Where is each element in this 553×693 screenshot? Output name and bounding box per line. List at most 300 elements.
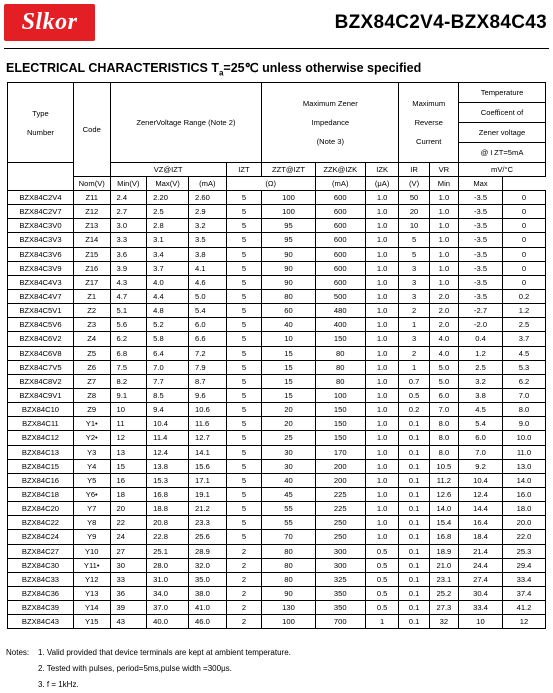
cell-code: Z6 <box>73 360 110 374</box>
cell-izk: 1.0 <box>365 445 399 459</box>
cell-tmin: -3.5 <box>459 261 503 275</box>
cell-nom: 3.9 <box>110 261 147 275</box>
header-temp-l1: Temperature <box>459 83 546 103</box>
cell-zzk: 80 <box>315 360 365 374</box>
cell-ir: 0.1 <box>399 459 429 473</box>
cell-code: Y9 <box>73 530 110 544</box>
cell-ir: 20 <box>399 205 429 219</box>
cell-tmin: 21.4 <box>459 544 503 558</box>
cell-type: BZX84C27 <box>8 544 74 558</box>
cell-zzk: 200 <box>315 473 365 487</box>
cell-tmin: 10 <box>459 615 503 629</box>
cell-type: BZX84C6V8 <box>8 346 74 360</box>
cell-max: 41.0 <box>189 601 227 615</box>
header-ua: (μA) <box>365 177 399 191</box>
cell-code: Y4 <box>73 459 110 473</box>
cell-ir: 0.1 <box>399 530 429 544</box>
cell-nom: 6.2 <box>110 332 147 346</box>
cell-zzt: 100 <box>262 615 315 629</box>
cell-vr: 16.8 <box>429 530 458 544</box>
cell-tmin: -3.5 <box>459 289 503 303</box>
cell-izt: 5 <box>226 487 262 501</box>
cell-max: 11.6 <box>189 417 227 431</box>
cell-tmin: 16.4 <box>459 516 503 530</box>
cell-max: 12.7 <box>189 431 227 445</box>
note-2: 2. Tested with pulses, period=5ms,pulse width =300μs. <box>38 664 232 673</box>
cell-ir: 0.1 <box>399 473 429 487</box>
cell-ir: 0.1 <box>399 417 429 431</box>
cell-tmax: 0 <box>503 247 546 261</box>
cell-vr: 5.0 <box>429 374 458 388</box>
cell-zzk: 600 <box>315 275 365 289</box>
cell-tmax: 3.7 <box>503 332 546 346</box>
cell-zzt: 80 <box>262 544 315 558</box>
cell-vr: 32 <box>429 615 458 629</box>
cell-code: Z12 <box>73 205 110 219</box>
cell-min: 6.4 <box>147 346 189 360</box>
cell-vr: 6.0 <box>429 388 458 402</box>
cell-code: Y14 <box>73 601 110 615</box>
cell-code: Y15 <box>73 615 110 629</box>
cell-zzt: 90 <box>262 247 315 261</box>
cell-izk: 1.0 <box>365 502 399 516</box>
cell-izk: 0.5 <box>365 558 399 572</box>
cell-tmax: 10.0 <box>503 431 546 445</box>
cell-vr: 1.0 <box>429 275 458 289</box>
cell-min: 9.4 <box>147 403 189 417</box>
cell-ir: 0.1 <box>399 615 429 629</box>
cell-izk: 1.0 <box>365 417 399 431</box>
cell-izt: 5 <box>226 445 262 459</box>
header-rev-l3: Current <box>416 137 442 146</box>
cell-tmin: 14.4 <box>459 502 503 516</box>
cell-izt: 5 <box>226 459 262 473</box>
cell-tmin: 9.2 <box>459 459 503 473</box>
cell-min: 4.4 <box>147 289 189 303</box>
cell-tmax: 37.4 <box>503 586 546 600</box>
cell-vr: 2.0 <box>429 318 458 332</box>
cell-min: 3.1 <box>147 233 189 247</box>
cell-tmax: 14.0 <box>503 473 546 487</box>
cell-max: 32.0 <box>189 558 227 572</box>
cell-zzk: 150 <box>315 431 365 445</box>
table-row <box>8 473 546 487</box>
cell-izt: 5 <box>226 205 262 219</box>
cell-tmax: 12 <box>503 615 546 629</box>
cell-type: BZX84C33 <box>8 572 74 586</box>
cell-max: 3.8 <box>189 247 227 261</box>
cell-type: BZX84C8V2 <box>8 374 74 388</box>
cell-ir: 0.7 <box>399 374 429 388</box>
cell-izt: 5 <box>226 417 262 431</box>
cell-tmax: 41.2 <box>503 601 546 615</box>
cell-tmin: 10.4 <box>459 473 503 487</box>
cell-type: BZX84C2V4 <box>8 191 74 205</box>
cell-izk: 1.0 <box>365 247 399 261</box>
cell-nom: 30 <box>110 558 147 572</box>
cell-type: BZX84C12 <box>8 431 74 445</box>
cell-izt: 2 <box>226 586 262 600</box>
cell-izk: 1.0 <box>365 233 399 247</box>
cell-type: BZX84C7V5 <box>8 360 74 374</box>
cell-vr: 7.0 <box>429 403 458 417</box>
cell-vr: 1.0 <box>429 247 458 261</box>
cell-vr: 27.3 <box>429 601 458 615</box>
cell-code: Z8 <box>73 388 110 402</box>
header-max-zener-l3: (Note 3) <box>316 137 345 146</box>
cell-ir: 0.1 <box>399 558 429 572</box>
cell-type: BZX84C4V7 <box>8 289 74 303</box>
cell-izk: 1.0 <box>365 459 399 473</box>
cell-izk: 1.0 <box>365 261 399 275</box>
cell-izk: 1.0 <box>365 530 399 544</box>
cell-zzk: 100 <box>315 388 365 402</box>
cell-ir: 0.1 <box>399 544 429 558</box>
cell-zzk: 600 <box>315 261 365 275</box>
cell-izt: 5 <box>226 374 262 388</box>
table-row <box>8 233 546 247</box>
cell-type: BZX84C3V3 <box>8 233 74 247</box>
cell-izk: 1.0 <box>365 346 399 360</box>
cell-code: Z13 <box>73 219 110 233</box>
cell-tmin: -3.5 <box>459 275 503 289</box>
cell-tmax: 29.4 <box>503 558 546 572</box>
cell-tmin: 1.2 <box>459 346 503 360</box>
cell-tmin: 33.4 <box>459 601 503 615</box>
cell-max: 2.9 <box>189 205 227 219</box>
header-rev-l2: Reverse <box>414 118 443 127</box>
cell-max: 28.9 <box>189 544 227 558</box>
cell-tmax: 2.5 <box>503 318 546 332</box>
cell-code: Y2• <box>73 431 110 445</box>
brand-logo-text: Slkor <box>21 9 78 35</box>
header-temp-l4: @ I ZT=5mA <box>459 143 546 163</box>
header-nom: Nom(V) <box>73 177 110 191</box>
cell-max: 8.7 <box>189 374 227 388</box>
cell-min: 7.0 <box>147 360 189 374</box>
cell-max: 38.0 <box>189 586 227 600</box>
cell-izk: 1.0 <box>365 332 399 346</box>
cell-vr: 15.4 <box>429 516 458 530</box>
cell-min: 12.4 <box>147 445 189 459</box>
cell-tmax: 20.0 <box>503 516 546 530</box>
cell-vr: 18.9 <box>429 544 458 558</box>
cell-type: BZX84C15 <box>8 459 74 473</box>
cell-ir: 2 <box>399 304 429 318</box>
cell-zzk: 400 <box>315 318 365 332</box>
cell-zzt: 30 <box>262 459 315 473</box>
brand-logo <box>4 4 95 41</box>
cell-ir: 3 <box>399 332 429 346</box>
cell-ir: 0.1 <box>399 586 429 600</box>
cell-type: BZX84C3V9 <box>8 261 74 275</box>
cell-tmax: 13.0 <box>503 459 546 473</box>
cell-zzk: 600 <box>315 205 365 219</box>
cell-zzt: 30 <box>262 445 315 459</box>
cell-max: 4.1 <box>189 261 227 275</box>
header-code: Code <box>73 83 110 177</box>
cell-izt: 5 <box>226 346 262 360</box>
table-row <box>8 289 546 303</box>
electrical-characteristics-table <box>7 82 546 629</box>
cell-tmin: -3.5 <box>459 219 503 233</box>
cell-izt: 5 <box>226 289 262 303</box>
note-3: 3. f = 1kHz. <box>38 680 79 689</box>
cell-type: BZX84C36 <box>8 586 74 600</box>
cell-tmin: 6.0 <box>459 431 503 445</box>
cell-min: 5.2 <box>147 318 189 332</box>
cell-nom: 12 <box>110 431 147 445</box>
table-row <box>8 431 546 445</box>
cell-nom: 43 <box>110 615 147 629</box>
table-body <box>8 191 546 629</box>
cell-ir: 3 <box>399 275 429 289</box>
cell-max: 17.1 <box>189 473 227 487</box>
cell-min: 2.20 <box>147 191 189 205</box>
cell-zzt: 70 <box>262 530 315 544</box>
table-row <box>8 275 546 289</box>
cell-code: Z1 <box>73 289 110 303</box>
cell-max: 19.1 <box>189 487 227 501</box>
cell-izk: 1.0 <box>365 487 399 501</box>
cell-vr: 5.0 <box>429 360 458 374</box>
cell-min: 15.3 <box>147 473 189 487</box>
table-row <box>8 304 546 318</box>
cell-zzt: 10 <box>262 332 315 346</box>
cell-code: Y10 <box>73 544 110 558</box>
cell-vr: 23.1 <box>429 572 458 586</box>
cell-code: Z5 <box>73 346 110 360</box>
cell-zzk: 700 <box>315 615 365 629</box>
cell-izk: 1 <box>365 615 399 629</box>
cell-zzt: 55 <box>262 502 315 516</box>
cell-max: 14.1 <box>189 445 227 459</box>
cell-max: 7.9 <box>189 360 227 374</box>
cell-ir: 0.1 <box>399 487 429 501</box>
table-row <box>8 417 546 431</box>
cell-zzk: 170 <box>315 445 365 459</box>
cell-vr: 12.6 <box>429 487 458 501</box>
cell-izt: 5 <box>226 530 262 544</box>
cell-izt: 5 <box>226 360 262 374</box>
cell-max: 15.6 <box>189 459 227 473</box>
cell-min: 16.8 <box>147 487 189 501</box>
cell-code: Z14 <box>73 233 110 247</box>
cell-zzt: 25 <box>262 431 315 445</box>
cell-code: Z7 <box>73 374 110 388</box>
cell-tmin: 24.4 <box>459 558 503 572</box>
cell-max: 6.0 <box>189 318 227 332</box>
table-row <box>8 219 546 233</box>
cell-zzt: 15 <box>262 374 315 388</box>
cell-min: 40.0 <box>147 615 189 629</box>
cell-vr: 4.0 <box>429 332 458 346</box>
cell-tmax: 0 <box>503 261 546 275</box>
cell-min: 4.8 <box>147 304 189 318</box>
cell-zzt: 100 <box>262 191 315 205</box>
cell-nom: 7.5 <box>110 360 147 374</box>
cell-izk: 1.0 <box>365 289 399 303</box>
cell-tmin: 18.4 <box>459 530 503 544</box>
cell-min: 11.4 <box>147 431 189 445</box>
table-row <box>8 601 546 615</box>
cell-max: 25.6 <box>189 530 227 544</box>
cell-izk: 0.5 <box>365 544 399 558</box>
cell-ir: 2 <box>399 346 429 360</box>
table-row <box>8 261 546 275</box>
cell-nom: 22 <box>110 516 147 530</box>
cell-zzt: 15 <box>262 388 315 402</box>
header-vr: VR <box>429 163 458 177</box>
cell-vr: 1.0 <box>429 191 458 205</box>
cell-code: Y8 <box>73 516 110 530</box>
cell-min: 28.0 <box>147 558 189 572</box>
header-v: (V) <box>399 177 429 191</box>
header-number: Number <box>26 127 54 137</box>
cell-code: Z11 <box>73 191 110 205</box>
section-title-rest: =25℃ unless otherwise specified <box>223 61 422 75</box>
cell-code: Z17 <box>73 275 110 289</box>
table-row <box>8 530 546 544</box>
cell-tmin: 3.8 <box>459 388 503 402</box>
cell-code: Z2 <box>73 304 110 318</box>
cell-izk: 0.5 <box>365 572 399 586</box>
cell-vr: 1.0 <box>429 219 458 233</box>
cell-tmax: 7.0 <box>503 388 546 402</box>
cell-izt: 5 <box>226 473 262 487</box>
header-min: Min(V) <box>110 177 147 191</box>
cell-code: Z15 <box>73 247 110 261</box>
cell-type: BZX84C22 <box>8 516 74 530</box>
cell-max: 46.0 <box>189 615 227 629</box>
cell-zzk: 500 <box>315 289 365 303</box>
cell-ir: 5 <box>399 247 429 261</box>
cell-ir: 0.1 <box>399 516 429 530</box>
cell-type: BZX84C5V6 <box>8 318 74 332</box>
header-zzt: ZZT@IZT <box>262 163 315 177</box>
cell-zzk: 350 <box>315 586 365 600</box>
cell-tmax: 18.0 <box>503 502 546 516</box>
table-row <box>8 487 546 501</box>
cell-nom: 3.0 <box>110 219 147 233</box>
cell-zzk: 150 <box>315 332 365 346</box>
cell-max: 10.6 <box>189 403 227 417</box>
header-ir: IR <box>399 163 429 177</box>
table-row <box>8 247 546 261</box>
cell-tmax: 16.0 <box>503 487 546 501</box>
cell-max: 6.6 <box>189 332 227 346</box>
cell-tmax: 0 <box>503 219 546 233</box>
cell-type: BZX84C20 <box>8 502 74 516</box>
cell-nom: 4.7 <box>110 289 147 303</box>
cell-tmin: -3.5 <box>459 247 503 261</box>
cell-nom: 20 <box>110 502 147 516</box>
cell-min: 3.7 <box>147 261 189 275</box>
cell-code: Y12 <box>73 572 110 586</box>
table-row <box>8 445 546 459</box>
cell-tmin: 0.4 <box>459 332 503 346</box>
cell-ir: 10 <box>399 219 429 233</box>
cell-vr: 1.0 <box>429 261 458 275</box>
table-row <box>8 388 546 402</box>
cell-tmax: 0 <box>503 191 546 205</box>
cell-code: Y6• <box>73 487 110 501</box>
cell-type: BZX84C18 <box>8 487 74 501</box>
cell-zzk: 80 <box>315 346 365 360</box>
header-vz-izt: VZ@IZT <box>110 163 226 177</box>
cell-ir: 0.1 <box>399 601 429 615</box>
cell-tmax: 5.3 <box>503 360 546 374</box>
cell-nom: 8.2 <box>110 374 147 388</box>
cell-vr: 8.0 <box>429 431 458 445</box>
cell-code: Z4 <box>73 332 110 346</box>
cell-zzt: 15 <box>262 360 315 374</box>
cell-code: Y7 <box>73 502 110 516</box>
cell-max: 21.2 <box>189 502 227 516</box>
cell-ir: 3 <box>399 289 429 303</box>
cell-vr: 8.0 <box>429 445 458 459</box>
cell-min: 2.8 <box>147 219 189 233</box>
cell-vr: 1.0 <box>429 233 458 247</box>
cell-type: BZX84C6V2 <box>8 332 74 346</box>
cell-zzk: 225 <box>315 487 365 501</box>
header-ma1: (mA) <box>189 177 227 191</box>
cell-max: 3.2 <box>189 219 227 233</box>
cell-max: 2.60 <box>189 191 227 205</box>
cell-type: BZX84C16 <box>8 473 74 487</box>
table-row <box>8 191 546 205</box>
cell-nom: 4.3 <box>110 275 147 289</box>
cell-izt: 5 <box>226 233 262 247</box>
cell-type: BZX84C43 <box>8 615 74 629</box>
note-1: 1. Valid provided that device terminals are kept at ambient temperature. <box>38 648 291 657</box>
cell-nom: 5.6 <box>110 318 147 332</box>
cell-ir: 0.1 <box>399 445 429 459</box>
cell-type: BZX84C9V1 <box>8 388 74 402</box>
cell-nom: 9.1 <box>110 388 147 402</box>
cell-izt: 5 <box>226 191 262 205</box>
cell-type: BZX84C39 <box>8 601 74 615</box>
cell-zzk: 200 <box>315 459 365 473</box>
cell-tmax: 11.0 <box>503 445 546 459</box>
cell-izt: 2 <box>226 601 262 615</box>
cell-zzk: 150 <box>315 403 365 417</box>
cell-type: BZX84C2V7 <box>8 205 74 219</box>
header-type: Type <box>32 108 49 118</box>
cell-ir: 3 <box>399 261 429 275</box>
cell-code: Y1• <box>73 417 110 431</box>
header-zener-range: ZenerVoltage Range (Note 2) <box>110 83 262 163</box>
cell-nom: 16 <box>110 473 147 487</box>
header-blank <box>8 163 74 191</box>
cell-min: 8.5 <box>147 388 189 402</box>
cell-izk: 0.5 <box>365 601 399 615</box>
cell-vr: 2.0 <box>429 289 458 303</box>
cell-izt: 5 <box>226 275 262 289</box>
notes-lead: Notes: <box>6 648 30 657</box>
table-row <box>8 205 546 219</box>
cell-code: Y11• <box>73 558 110 572</box>
cell-tmin: -2.7 <box>459 304 503 318</box>
cell-max: 4.6 <box>189 275 227 289</box>
cell-code: Z16 <box>73 261 110 275</box>
cell-ir: 0.1 <box>399 431 429 445</box>
cell-izt: 2 <box>226 615 262 629</box>
cell-ir: 1 <box>399 318 429 332</box>
cell-nom: 24 <box>110 530 147 544</box>
cell-izt: 5 <box>226 403 262 417</box>
header-temp-l3: Zener voltage <box>459 123 546 143</box>
